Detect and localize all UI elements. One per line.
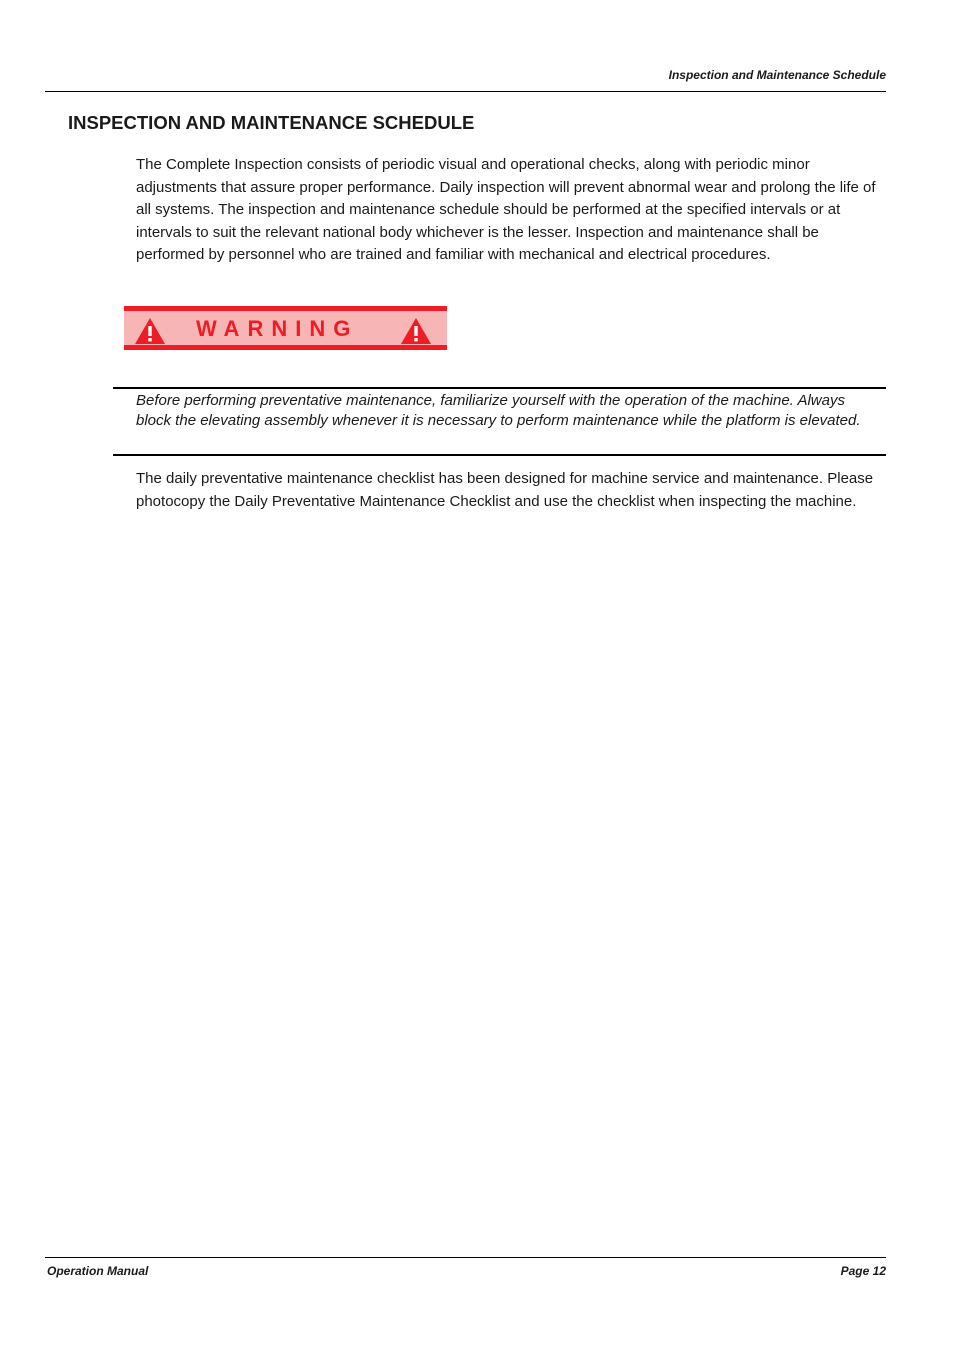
warning-label: WARNING	[196, 316, 359, 341]
warning-triangle-icon	[400, 317, 432, 345]
warning-text: Before performing preventative maintenance, familiarize yourself with the operation of the machine. Always block the elevating assembly whenever it is necessary to perform maintenance while the platform is elevated.	[136, 392, 861, 429]
running-header: Inspection and Maintenance Schedule	[668, 68, 886, 82]
footer-manual-title: Operation Manual	[47, 1264, 149, 1278]
warning-banner	[124, 306, 447, 350]
warning-top-rule	[113, 387, 886, 389]
footer-page-number: Page 12	[840, 1264, 886, 1278]
warning-bottom-rule	[113, 454, 886, 456]
checklist-paragraph: The daily preventative maintenance checklist has been designed for machine service and maintenance. Please photocopy the Daily Preventative Maintenance Checklist and use the checklist when inspecting the machine.	[136, 470, 874, 510]
warning-triangle-icon	[134, 317, 166, 345]
intro-paragraph: The Complete Inspection consists of periodic visual and operational checks, along with periodic minor adjustments that assure proper performance. Daily inspection will prevent abnormal wear and prolong the life of all systems. The inspection and maintenance schedule should be performed at the specified intervals or at intervals to suit the relevant national body whichever is the lesser. Inspection and maintenance shall be performed by personnel who are trained and familiar with mechanical and electrical procedures.	[136, 156, 876, 263]
footer-rule	[45, 1257, 886, 1258]
section-title: INSPECTION AND MAINTENANCE SCHEDULE	[68, 112, 475, 133]
header-rule	[45, 91, 886, 92]
